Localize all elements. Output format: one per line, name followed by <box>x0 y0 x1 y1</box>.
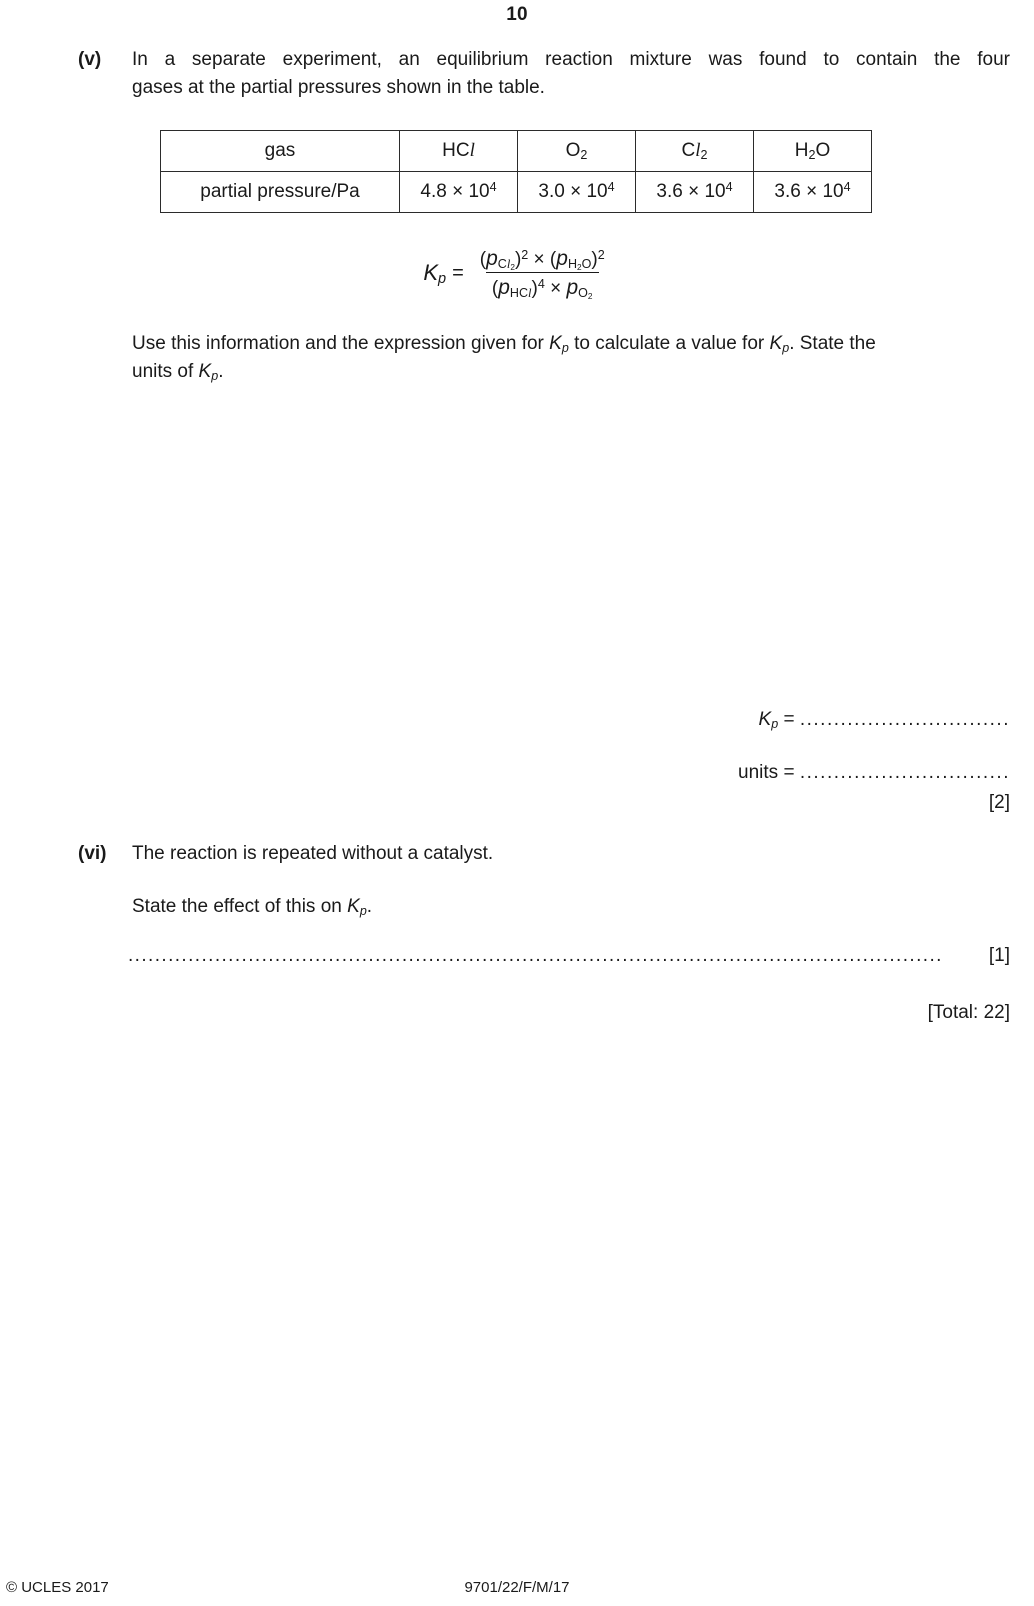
partial-pressure-table <box>160 130 872 213</box>
kp-expression-lhs: $K_p$ <box>423 260 447 288</box>
kp-symbol-inline-1: $K_p$ <box>549 333 569 355</box>
kp-answer-dots[interactable]: ............................... <box>799 709 1010 730</box>
table-cell-gas-hcl: HCl <box>400 131 518 172</box>
units-answer-dots[interactable]: ............................... <box>799 762 1010 783</box>
part-vi-answer-dots[interactable]: .......................................................................................................................... <box>128 945 943 966</box>
footer-paper-code: 9701/22/F/M/17 <box>464 1579 570 1596</box>
table-cell-pressure-h2o: $3.6 \times 10^4$ <box>754 172 872 213</box>
kp-expression-equals: = <box>452 261 464 284</box>
part-v-text-line1: In a separate experiment, an equilibrium reaction mixture was found to contain the four <box>132 49 1010 70</box>
part-vi-text <box>132 840 1010 868</box>
question-part-v <box>78 46 1010 102</box>
units-answer-equals: = <box>783 762 795 783</box>
footer-copyright: © UCLES 2017 <box>6 1579 109 1596</box>
part-vi-label: (vi) <box>78 843 107 864</box>
part-v-instruction <box>78 330 1010 386</box>
mark-part-v: [2] <box>988 792 1010 813</box>
question-part-vi <box>78 840 1010 868</box>
kp-expression <box>0 247 1034 301</box>
instruction-line2-prefix: units of <box>132 361 199 382</box>
kp-answer-equals: = <box>783 709 795 730</box>
part-v-text <box>132 46 1010 102</box>
part-vi-text-line2-prefix: State the effect of this on <box>132 896 348 917</box>
part-v-label: (v) <box>78 49 102 70</box>
instruction-mid: to calculate a value for <box>568 333 770 354</box>
total-marks: [Total: 22] <box>927 1002 1010 1023</box>
kp-numerator: $(p_{Cl_2})^2 \times (p_{H_2O})^2$ <box>479 247 605 272</box>
kp-answer-line[interactable] <box>759 709 1011 731</box>
units-answer-label: units <box>738 762 779 783</box>
instruction-prefix: Use this information and the expression given for <box>132 333 550 354</box>
instruction-line2-suffix: . <box>218 361 224 382</box>
instruction-suffix: . State the <box>789 333 876 354</box>
part-v-instruction-text <box>132 330 1010 386</box>
part-vi-instruction <box>78 893 1010 921</box>
instruction-line-1 <box>132 330 1010 358</box>
table-cell-gas-h2o: $H_2O$ <box>754 131 872 172</box>
part-v-text-line2: gases at the partial pressures shown in the table. <box>132 77 545 98</box>
table-cell-pressure-cl2: $3.6 \times 10^4$ <box>636 172 754 213</box>
table-cell-gas-o2: $O_2$ <box>518 131 636 172</box>
page-number: 10 <box>506 4 528 25</box>
table-header-gas: gas <box>161 131 400 172</box>
part-vi-text-line1: The reaction is repeated without a catalyst. <box>132 843 494 864</box>
kp-fraction <box>474 247 611 301</box>
kp-symbol-inline-4: $K_p$ <box>347 896 367 918</box>
table-cell-pressure-hcl: $4.8 \times 10^4$ <box>400 172 518 213</box>
table-header-pressure: partial pressure/Pa <box>161 172 400 213</box>
kp-denominator: $(p_{HCl})^4 \times p_{O_2}$ <box>486 272 599 298</box>
kp-symbol-inline-2: $K_p$ <box>769 333 790 355</box>
table-row-pressure <box>161 172 872 213</box>
mark-part-vi: [1] <box>988 945 1010 966</box>
table-row-gas <box>161 131 872 172</box>
part-vi-text-line2-suffix: . <box>366 896 373 917</box>
table-cell-pressure-o2: $3.0 \times 10^4$ <box>518 172 636 213</box>
kp-symbol-inline-3: $K_p$ <box>198 361 219 383</box>
instruction-line-2 <box>132 358 1010 386</box>
units-answer-line[interactable] <box>738 762 1010 784</box>
table-cell-gas-cl2: $Cl_2$ <box>636 131 754 172</box>
kp-answer-label: $K_p$ <box>758 709 779 731</box>
part-vi-instruction-text <box>132 893 1010 921</box>
